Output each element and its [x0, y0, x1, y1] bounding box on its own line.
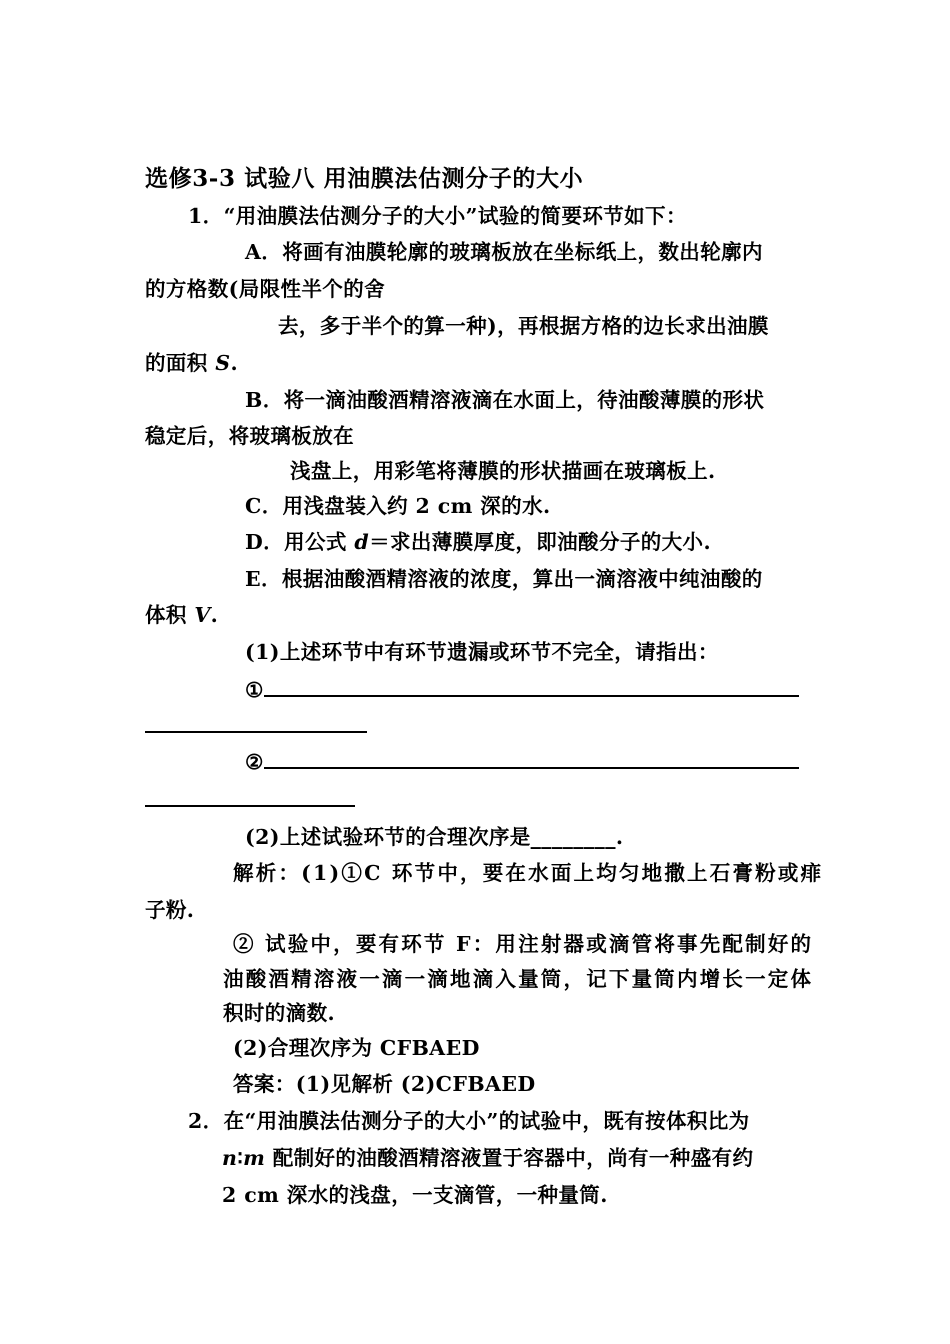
period: . — [230, 351, 239, 375]
q1-intro: 1．“用油膜法估测分子的大小”试验的简要环节如下： — [188, 204, 687, 228]
area-symbol: S — [215, 351, 231, 375]
q2-line2-text: 配制好的油酸酒精溶液置于容器中，尚有一种盛有约 — [265, 1146, 754, 1170]
answer-blank-1-continuation — [145, 731, 367, 733]
analysis-line3: ② 试验中，要有环节 F：用注射器或滴管将事先配制好的 — [233, 932, 814, 956]
circle-two-label: ② — [245, 750, 264, 774]
q1-step-d — [245, 527, 711, 557]
answer-blank-1 — [245, 675, 799, 705]
q1-step-a-line3: 去，多于半个的算一种)，再根据方格的边长求出油膜 — [278, 314, 769, 338]
q2-line1: 2．在“用油膜法估测分子的大小”的试验中，既有按体积比为 — [188, 1109, 750, 1133]
q1-part1: (1)上述环节中有环节遗漏或环节不完全，请指出： — [245, 640, 719, 664]
answer-line: 答案：(1)见解析 (2)CFBAED — [233, 1072, 536, 1096]
thickness-symbol: d — [354, 530, 370, 554]
q1-step-a-line2: 的方格数(局限性半个的舍 — [145, 277, 385, 301]
q1-part2: (2)上述试验环节的合理次序是________. — [245, 825, 624, 849]
answer-blank-line — [264, 694, 799, 697]
q1-step-b-line1: B．将一滴油酸酒精溶液滴在水面上，待油酸薄膜的形状 — [245, 388, 765, 412]
analysis-line2: 子粉. — [145, 898, 195, 922]
q1-step-d-text2: ＝求出薄膜厚度，即油酸分子的大小. — [369, 530, 711, 554]
answer-blank-2-continuation — [145, 805, 355, 807]
q1-step-a-line1: A．将画有油膜轮廓的玻璃板放在坐标纸上，数出轮廓内 — [245, 240, 763, 264]
answer-blank-2 — [245, 747, 799, 777]
q1-step-e-line2 — [145, 600, 218, 630]
q1-step-a-line4 — [145, 348, 238, 378]
volume-symbol: V — [194, 603, 211, 627]
analysis-line5: 积时的滴数. — [223, 1001, 336, 1025]
q1-step-e-line1: E．根据油酸酒精溶液的浓度，算出一滴溶液中纯油酸的 — [245, 567, 763, 591]
q1-step-e-text: 体积 — [145, 603, 195, 627]
q2-line3: 2 cm 深水的浅盘，一支滴管，一种量筒. — [222, 1183, 608, 1207]
period: . — [210, 603, 219, 627]
analysis-line1: 解析：(1)①C 环节中，要在水面上均匀地撒上石膏粉或痱 — [233, 861, 824, 885]
q1-step-b-line2: 稳定后，将玻璃板放在 — [145, 424, 354, 448]
circle-one-label: ① — [245, 678, 264, 702]
ratio-m-symbol: m — [243, 1146, 266, 1170]
page-title: 选修3-3 试验八 用油膜法估测分子的大小 — [145, 165, 584, 192]
q2-line2 — [222, 1143, 753, 1173]
q1-step-d-text1: D．用公式 — [245, 530, 355, 554]
q1-step-c: C．用浅盘装入约 2 cm 深的水. — [245, 494, 551, 518]
q1-step-a-text: 的面积 — [145, 351, 216, 375]
ratio-colon: ∶ — [237, 1146, 244, 1170]
q1-step-b-line3: 浅盘上，用彩笔将薄膜的形状描画在玻璃板上. — [290, 459, 716, 483]
analysis-line4: 油酸酒精溶液一滴一滴地滴入量筒，记下量筒内增长一定体 — [223, 967, 814, 991]
analysis-line6: (2)合理次序为 CFBAED — [233, 1036, 480, 1060]
answer-blank-line — [264, 766, 799, 769]
ratio-n-symbol: n — [222, 1146, 238, 1170]
